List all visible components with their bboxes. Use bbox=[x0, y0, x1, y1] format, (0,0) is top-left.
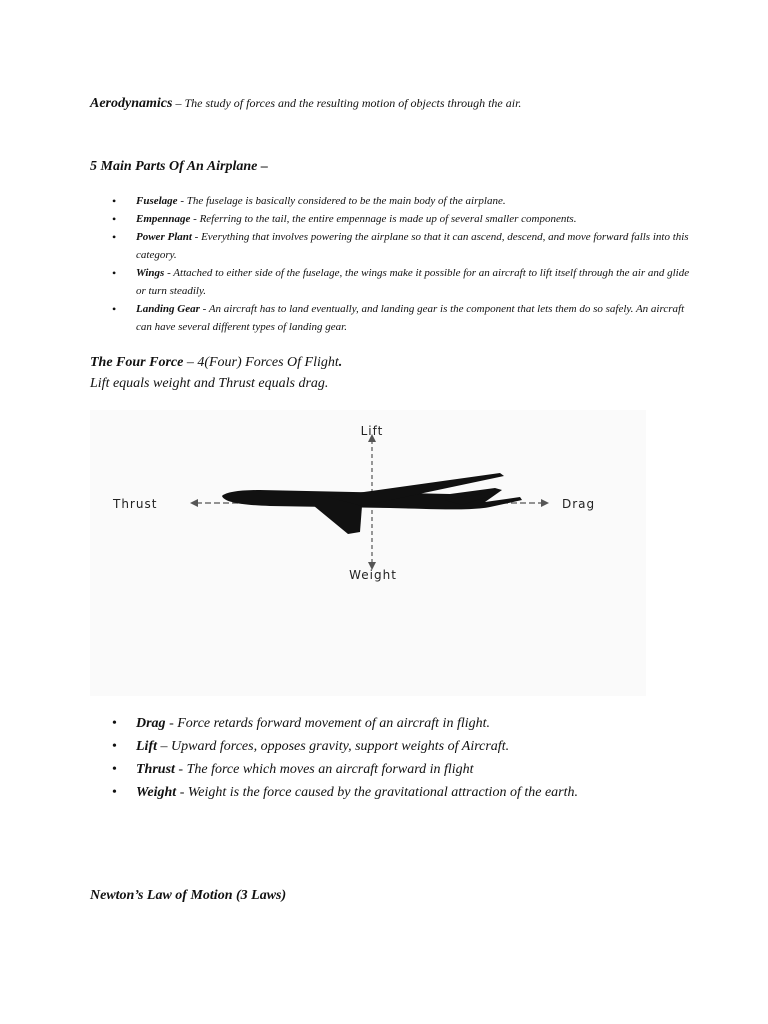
part-term: Wings bbox=[136, 267, 165, 279]
lift-label: Lift bbox=[360, 424, 384, 438]
aerodynamics-definition bbox=[90, 94, 750, 113]
definition-term: Aerodynamics bbox=[90, 96, 173, 111]
part-text: - The fuselage is basically considered to be the main body of the airplane. bbox=[177, 195, 506, 207]
thrust-label: Thrust bbox=[113, 497, 158, 511]
definition-dash: – bbox=[172, 96, 185, 110]
force-text: - The force which moves an aircraft forward in flight bbox=[174, 762, 474, 777]
drag-label: Drag bbox=[562, 497, 596, 511]
list-item bbox=[108, 210, 698, 228]
part-term: Landing Gear bbox=[136, 303, 200, 315]
list-item bbox=[108, 192, 698, 210]
parts-heading: 5 Main Parts Of An Airplane – bbox=[90, 159, 268, 174]
force-term: Lift bbox=[136, 739, 157, 754]
list-item bbox=[108, 300, 698, 336]
force-text: – Upward forces, opposes gravity, support weights of Aircraft. bbox=[157, 739, 510, 754]
part-term: Fuselage bbox=[136, 195, 178, 207]
drag-arrowhead bbox=[541, 499, 549, 507]
list-item bbox=[108, 758, 728, 781]
list-item bbox=[108, 781, 728, 804]
four-force-title bbox=[90, 353, 342, 373]
forces-list bbox=[108, 712, 728, 804]
part-text: - Everything that involves powering the airplane so that it can ascend, descend, and move forward falls into this category. bbox=[136, 231, 689, 261]
parts-list bbox=[108, 192, 698, 336]
weight-label: Weight bbox=[349, 568, 397, 582]
force-text: - Force retards forward movement of an aircraft in flight. bbox=[165, 716, 490, 731]
part-term: Empennage bbox=[136, 213, 191, 225]
force-text: - Weight is the force caused by the gravitational attraction of the earth. bbox=[176, 785, 578, 800]
part-text: - An aircraft has to land eventually, and landing gear is the component that lets them do so safely. An aircraft can have several different types of landing gear. bbox=[136, 303, 685, 333]
list-item bbox=[108, 228, 698, 264]
four-force-title-period: . bbox=[338, 355, 343, 370]
four-force-title-rest: – 4(Four) Forces Of Flight bbox=[183, 355, 339, 370]
four-force-subtitle: Lift equals weight and Thrust equals drag. bbox=[90, 376, 329, 391]
four-forces-diagram bbox=[90, 410, 646, 696]
force-term: Thrust bbox=[136, 762, 175, 777]
force-term: Weight bbox=[136, 785, 177, 800]
four-force-title-bold: The Four Force bbox=[90, 355, 184, 370]
list-item bbox=[108, 712, 728, 735]
part-text: - Referring to the tail, the entire empennage is made up of several smaller components. bbox=[190, 213, 577, 225]
force-term: Drag bbox=[136, 716, 166, 731]
list-item bbox=[108, 735, 728, 758]
newton-heading: Newton’s Law of Motion (3 Laws) bbox=[90, 888, 287, 903]
thrust-arrowhead bbox=[190, 499, 198, 507]
definition-text: The study of forces and the resulting motion of objects through the air. bbox=[184, 96, 522, 110]
part-text: - Attached to either side of the fuselage, the wings make it possible for an aircraft to lift itself through the air and glide or turn steadily. bbox=[136, 267, 690, 297]
list-item bbox=[108, 264, 698, 300]
part-term: Power Plant bbox=[136, 231, 192, 243]
